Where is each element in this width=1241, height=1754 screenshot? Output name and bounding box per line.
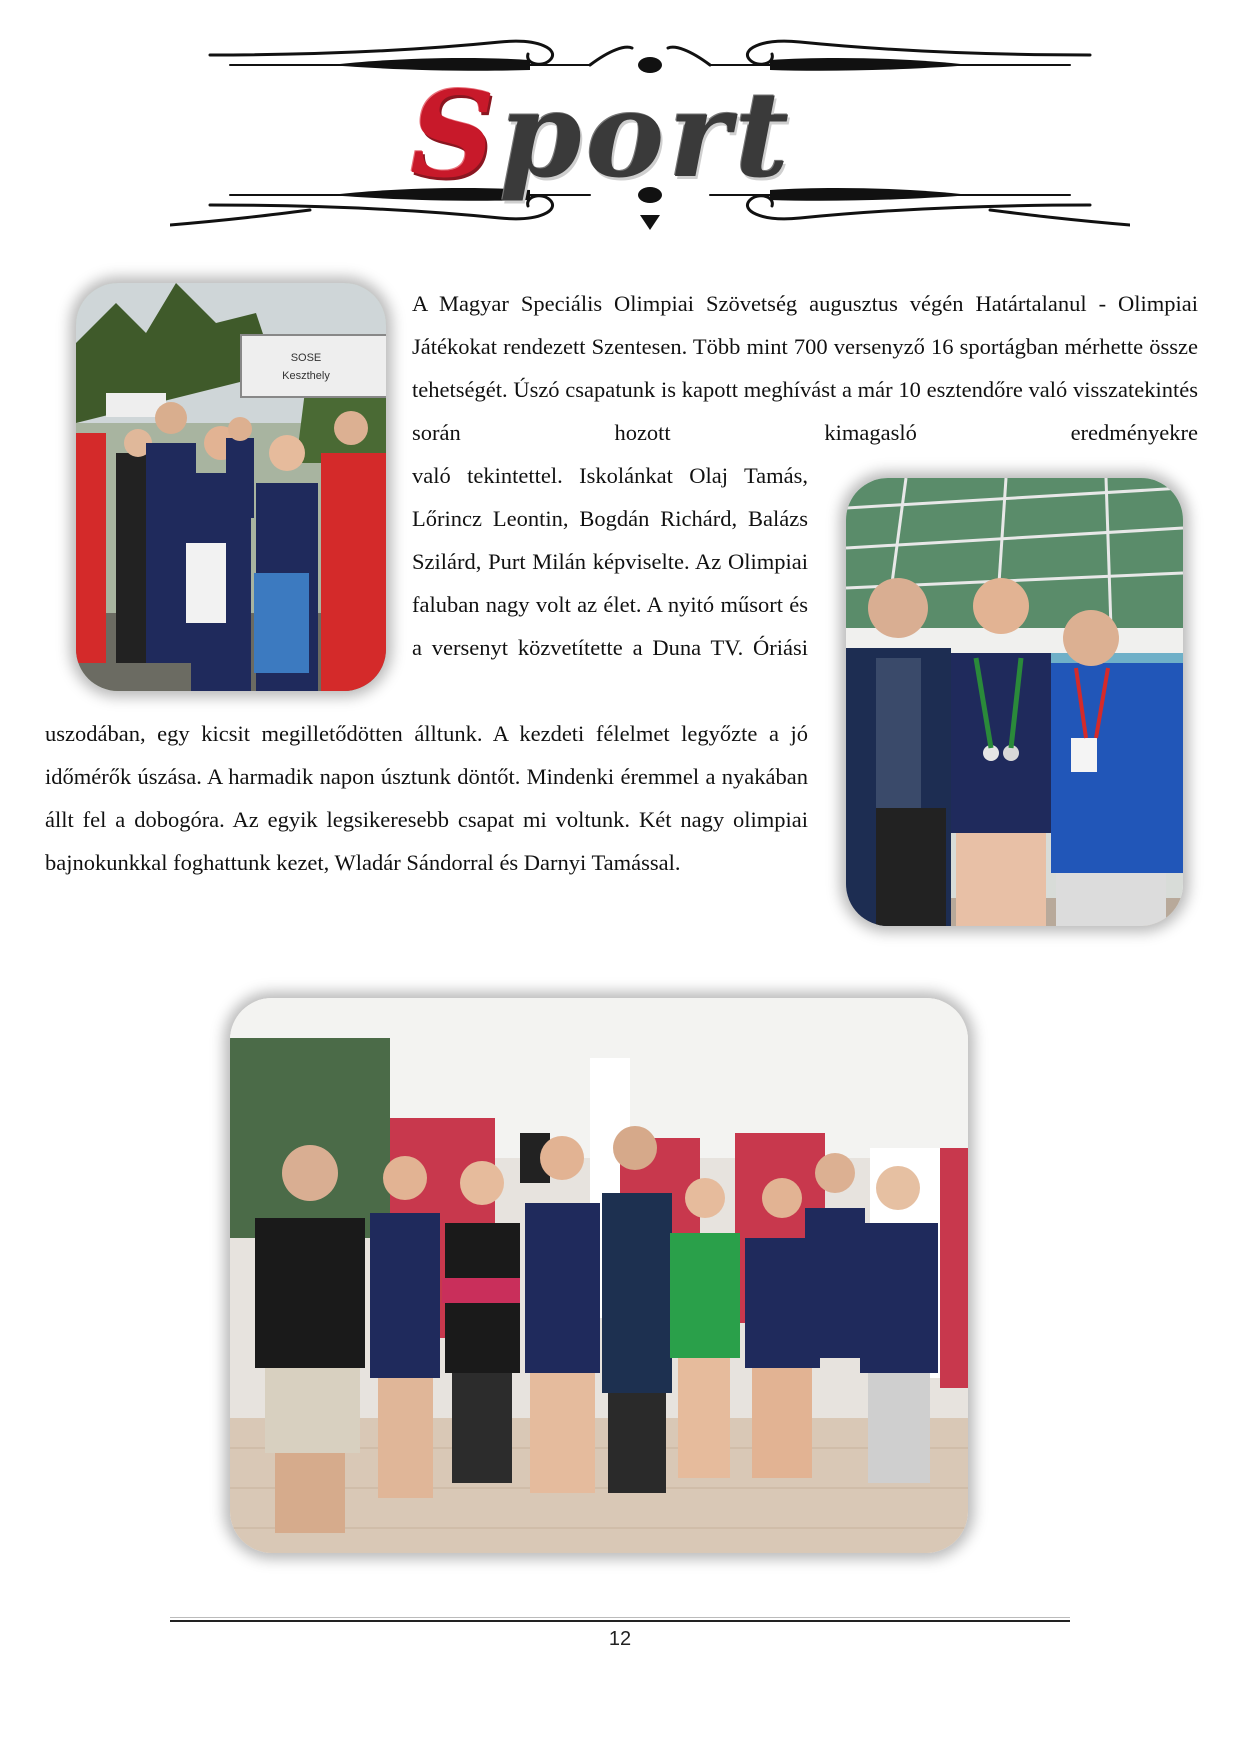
- section-title-rest: port: [499, 65, 794, 204]
- section-title: [410, 65, 890, 204]
- article-paragraph-team: való tekintettel. Iskolánkat Olaj Tamás, Lőrincz Leontin, Bogdán Richárd, Balázs Szilárd, Purt Milán képviselte. Az Olimpiai faluban nagy volt az élet. A nyitó műsort és a versenyt közvetítette a Duna TV. Óriási: [412, 463, 808, 660]
- page-number: 12: [608, 1628, 632, 1650]
- article-paragraph-results: uszodában, egy kicsit megilletődötten álltunk. A kezdeti félelmet legyőzte a jó időmérők úszása. A harmadik napon úsztunk döntőt. Mindenki éremmel a nyakában állt fel a dobogóra. Az egyik legsikeresebb csapat mi voltunk. Két nagy olimpiai bajnokunkkal foghattunk kezet, Wladár Sándorral és Darnyi Tamással.: [45, 721, 808, 875]
- footer-rule: [170, 1620, 1070, 1622]
- sign-line-1: SOSE: [290, 352, 322, 364]
- footer-rule-thin: [170, 1617, 1070, 1618]
- team-parade-photo: [76, 283, 386, 691]
- team-group-photo: [230, 998, 968, 1553]
- section-title-initial: S: [410, 65, 500, 204]
- sport-section-header: [170, 20, 1130, 240]
- article-paragraph-intro: A Magyar Speciális Olimpiai Szövetség augusztus végén Határtalanul - Olimpiai Játékokat rendezett Szentesen. Több mint 700 versenyző 16 sportágban mérhette össze tehetségét. Úszó csapatunk is kapott meghívást a már 10 esztendőre való visszatekintés során hozott kimagasló eredményekre: [412, 291, 1198, 445]
- sign-line-2: Keszthely: [282, 370, 330, 382]
- medalist-with-coaches-photo: [846, 478, 1183, 926]
